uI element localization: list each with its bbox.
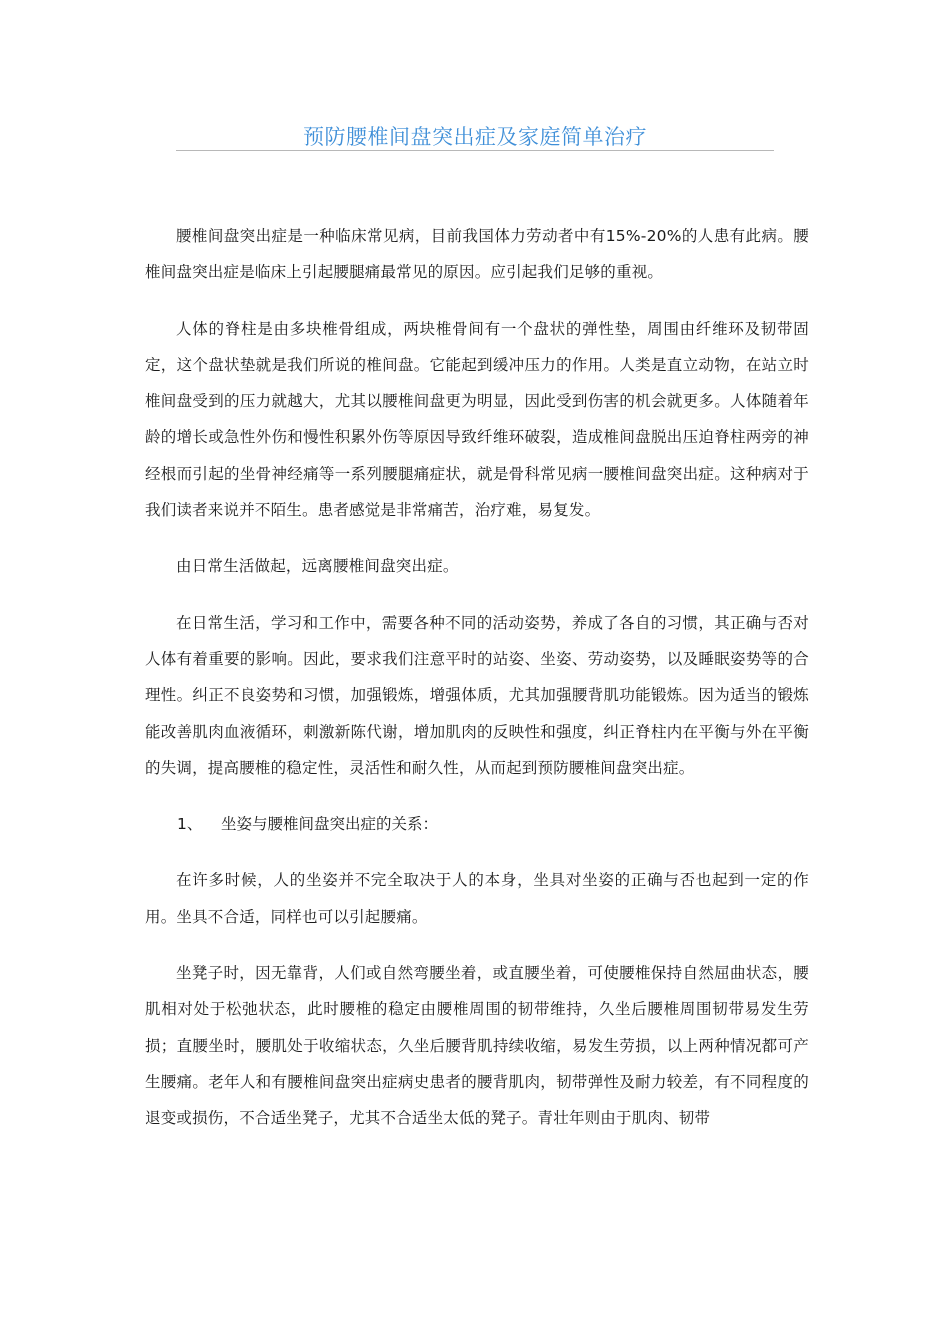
section-number: 1、: [177, 815, 203, 834]
section-heading-sitting: [145, 806, 809, 842]
paragraph-spine-anatomy: 人体的脊柱是由多块椎骨组成，两块椎骨间有一个盘状的弹性垫，周围由纤维环及韧带固定，这个盘状垫就是我们所说的椎间盘。它能起到缓冲压力的作用。人类是直立动物，在站立时椎间盘受到的压力就越大，尤其以腰椎间盘更为明显，因此受到伤害的机会就更多。人体随着年龄的增长或急性外伤和慢性积累外伤等原因导致纤维环破裂，造成椎间盘脱出压迫脊柱两旁的神经根而引起的坐骨神经痛等一系列腰腿痛症状，就是骨科常见病一腰椎间盘突出症。这种病对于我们读者来说并不陌生。患者感觉是非常痛苦，治疗难，易复发。: [145, 319, 809, 520]
paragraph-daily-life-lead: 由日常生活做起，远离腰椎间盘突出症。: [176, 557, 459, 576]
document-body: [145, 218, 809, 1157]
intro-statistic: 15%-20%: [605, 227, 682, 245]
paragraph-posture-habits: 在日常生活，学习和工作中，需要各种不同的活动姿势，养成了各自的习惯，其正确与否对人体有着重要的影响。因此，要求我们注意平时的站姿、坐姿、劳动姿势，以及睡眠姿势等的合理性。纠正不良姿势和习惯，加强锻炼，增强体质，尤其加强腰背肌功能锻炼。因为适当的锻炼能改善肌肉血液循环，刺激新陈代谢，增加肌肉的反映性和强度，纠正脊柱内在平衡与外在平衡的失调，提高腰椎的稳定性，灵活性和耐久性，从而起到预防腰椎间盘突出症。: [145, 613, 809, 777]
intro-paragraph: [145, 218, 809, 291]
title-underline: [176, 150, 774, 151]
paragraph-stool-sitting: 坐凳子时，因无靠背，人们或自然弯腰坐着，或直腰坐着，可使腰椎保持自然屈曲状态，腰肌相对处于松弛状态，此时腰椎的稳定由腰椎周围的韧带维持，久坐后腰椎周围韧带易发生劳损；直腰坐时，腰肌处于收缩状态，久坐后腰背肌持续收缩，易发生劳损，以上两种情况都可产生腰痛。老年人和有腰椎间盘突出症病史患者的腰背肌肉，韧带弹性及耐力较差，有不同程度的退变或损伤，不合适坐凳子，尤其不合适坐太低的凳子。青壮年则由于肌肉、韧带: [145, 964, 809, 1128]
paragraph-seating: 在许多时候，人的坐姿并不完全取决于人的本身，坐具对坐姿的正确与否也起到一定的作用。坐具不合适，同样也可以引起腰痛。: [145, 871, 809, 926]
intro-text-before: 腰椎间盘突出症是一种临床常见病，目前我国体力劳动者中有: [176, 227, 606, 245]
intro-text-after: 的人患有此病。腰椎间盘突出症是临床上引起腰腿痛最常见的原因。应引起我们足够的重视。: [145, 227, 809, 282]
section-heading-text: 坐姿与腰椎间盘突出症的关系：: [221, 815, 439, 834]
document-title: 预防腰椎间盘突出症及家庭简单治疗: [303, 125, 647, 149]
